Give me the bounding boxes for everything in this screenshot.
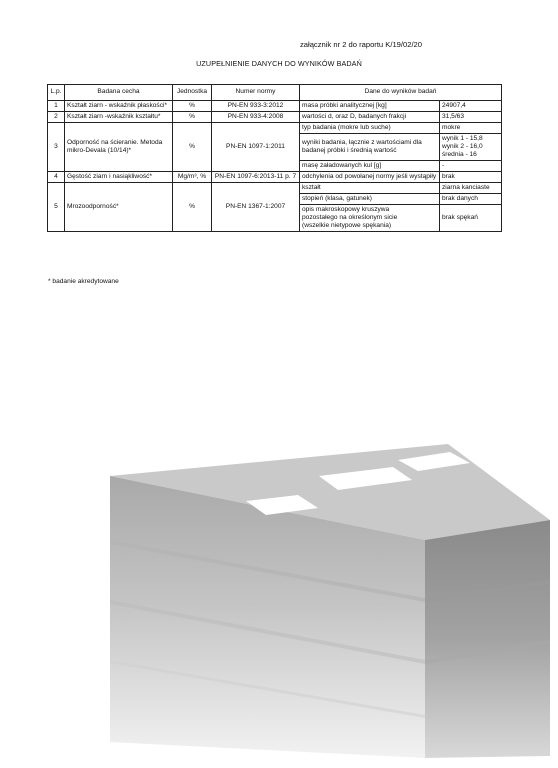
tested-feature: Gęstość ziarn i nasiąkliwość* xyxy=(65,172,173,183)
table-header-row xyxy=(48,85,502,101)
result-line: średnia - 16 xyxy=(442,151,477,159)
column-header-unit: Jednostka xyxy=(173,85,212,101)
column-header-feature: Badana cecha xyxy=(65,85,173,101)
row-number: 1 xyxy=(48,101,65,112)
row-number: 4 xyxy=(48,172,65,183)
description-line: pozostałego na określonym sicie xyxy=(302,214,398,222)
data-description: wartości d, oraz D, badanych frakcji xyxy=(300,112,440,123)
data-description: odchylenia od powołanej normy jeśli wystąpiły xyxy=(300,172,440,183)
column-header-norm: Numer normy xyxy=(212,85,300,101)
data-value: 24907,4 xyxy=(440,101,502,112)
data-description: kształt xyxy=(300,183,440,194)
row-number: 3 xyxy=(48,123,65,172)
description-line: opis makroskopowy kruszywa xyxy=(302,206,390,214)
column-header-lp: L.p. xyxy=(48,85,65,101)
tested-feature: Kształt ziarn -wskaźnik kształtu* xyxy=(65,112,173,123)
data-value: ziarna kanciaste xyxy=(440,183,502,194)
tested-feature: Kształt ziarn - wskaźnik płaskości* xyxy=(65,101,173,112)
table-row xyxy=(48,101,502,112)
data-description: masa próbki analitycznej [kg] xyxy=(300,101,440,112)
row-number: 2 xyxy=(48,112,65,123)
data-description xyxy=(300,205,440,232)
data-value: - xyxy=(440,161,502,172)
table-row xyxy=(48,123,502,134)
data-description: masę załadowanych kul [g] xyxy=(300,161,440,172)
data-value: 31,5/63 xyxy=(440,112,502,123)
result-line: wynik 1 - 15,8 xyxy=(442,135,483,143)
unit: Mg/m³, % xyxy=(173,172,212,183)
data-value xyxy=(440,134,502,161)
unit: % xyxy=(173,183,212,232)
unit: % xyxy=(173,123,212,172)
results-table xyxy=(47,84,502,232)
data-description: stopień (klasa, gatunek) xyxy=(300,194,440,205)
tested-feature: Mrozoodporność* xyxy=(65,183,173,232)
tested-feature: Odporność na ścieranie. Metoda mikro-Devala (10/14)* xyxy=(65,123,173,172)
norm-number: PN-EN 1097-1:2011 xyxy=(212,123,300,172)
table-row xyxy=(48,112,502,123)
data-value: mokre xyxy=(440,123,502,134)
unit: % xyxy=(173,112,212,123)
description-line: (wszelkie nietypowe spękania) xyxy=(302,222,392,230)
data-description: wyniki badania, łącznie z wartościami dla badanej próbki i średnią wartość xyxy=(300,134,440,161)
data-value: brak xyxy=(440,172,502,183)
result-line: wynik 2 - 16,0 xyxy=(442,143,483,151)
data-description: typ badania (mokre lub suche) xyxy=(300,123,440,134)
data-value: brak danych xyxy=(440,194,502,205)
annex-reference: załącznik nr 2 do raportu K/19/02/20 xyxy=(300,40,422,49)
column-header-test-data: Dane do wyników badań xyxy=(300,85,502,101)
unit: % xyxy=(173,101,212,112)
data-value: brak spękań xyxy=(440,205,502,232)
norm-number: PN-EN 1097-6:2013-11 p. 7 xyxy=(212,172,300,183)
accreditation-footnote: * badanie akredytowane xyxy=(48,278,119,285)
norm-number: PN-EN 1367-1:2007 xyxy=(212,183,300,232)
table-row xyxy=(48,172,502,183)
page-title: UZUPEŁNIENIE DANYCH DO WYNIKÓW BADAŃ xyxy=(196,59,362,68)
norm-number: PN-EN 933-4:2008 xyxy=(212,112,300,123)
table-row xyxy=(48,183,502,194)
norm-number: PN-EN 933-3:2012 xyxy=(212,101,300,112)
row-number: 5 xyxy=(48,183,65,232)
